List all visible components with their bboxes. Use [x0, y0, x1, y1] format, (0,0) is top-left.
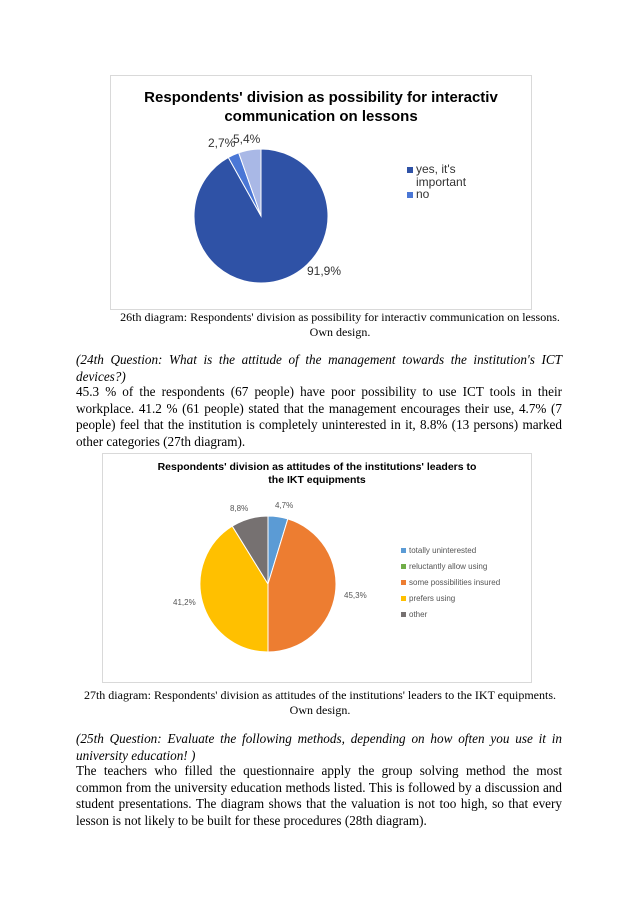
legend-label: reluctantly allow using: [409, 562, 488, 571]
legend-label: prefers using: [409, 594, 456, 603]
legend-label: totally uninterested: [409, 546, 477, 555]
paragraph-25: The teachers who filled the questionnaire apply the group solving method the most common from the university education methods listed. This is followed by a discussion and student presentations. The diagram shows that the valuation is not too high, so that every lesson is not likely to be built for these procedures (28th diagram).: [76, 763, 562, 828]
figure-27-caption-line2: Own design.: [289, 703, 351, 717]
data-label: 45,3%: [344, 591, 367, 600]
data-label: 4,7%: [275, 501, 294, 510]
data-label: 2,7%: [208, 136, 236, 150]
legend-marker: [407, 167, 413, 173]
legend-marker: [401, 564, 406, 569]
chart-2-title-line: Respondents' division as attitudes of the institutions' leaders to: [157, 461, 477, 473]
legend-label: some possibilities insured: [409, 578, 501, 587]
pie-chart-leaders-attitudes: [102, 453, 532, 683]
paragraph-24: 45.3 % of the respondents (67 people) have poor possibility to use ICT tools in their workplace. 41.2 % (61 people) stated that the management encourages their use, 4.7% (7 people) feel that the institution is completely uninterested in it, 8.8% (13 persons) marked other categories (27th diagram).: [76, 384, 562, 449]
figure-26-caption: [75, 310, 605, 340]
chart-1-title-line: communication on lessons: [224, 108, 418, 125]
legend-marker: [407, 192, 413, 198]
pie-chart-1-svg: [111, 76, 531, 309]
data-label: 5,4%: [233, 132, 261, 146]
chart-2-title-line: the IKT equipments: [268, 474, 366, 486]
figure-27-caption-line1: 27th diagram: Respondents' division as attitudes of the institutions' leaders to the IKT equipments.: [83, 688, 557, 702]
legend-label: other: [409, 610, 428, 619]
legend-label: yes, it's: [416, 162, 456, 176]
figure-27-caption: [55, 688, 585, 718]
legend-label: no: [416, 187, 430, 201]
legend-label: important: [416, 175, 467, 189]
data-label: 91,9%: [307, 264, 342, 278]
legend-marker: [401, 548, 406, 553]
data-label: 41,2%: [173, 598, 196, 607]
legend-marker: [401, 580, 406, 585]
figure-26-caption-line2: Own design.: [309, 325, 371, 339]
pie-chart-interactive-communication: [110, 75, 532, 310]
legend-marker: [401, 596, 406, 601]
pie-chart-2-svg: [103, 454, 531, 682]
data-label: 8,8%: [230, 504, 249, 513]
question-24: (24th Question: What is the attitude of the management towards the institution's ICT devices?): [76, 352, 562, 384]
question-25: (25th Question: Evaluate the following methods, depending on how often you use it in university education! ): [76, 731, 562, 763]
legend-marker: [401, 612, 406, 617]
figure-26-caption-line1: 26th diagram: Respondents' division as possibility for interactiv communication on lessons.: [120, 310, 560, 324]
chart-1-title-line: Respondents' division as possibility for interactiv: [144, 89, 498, 106]
